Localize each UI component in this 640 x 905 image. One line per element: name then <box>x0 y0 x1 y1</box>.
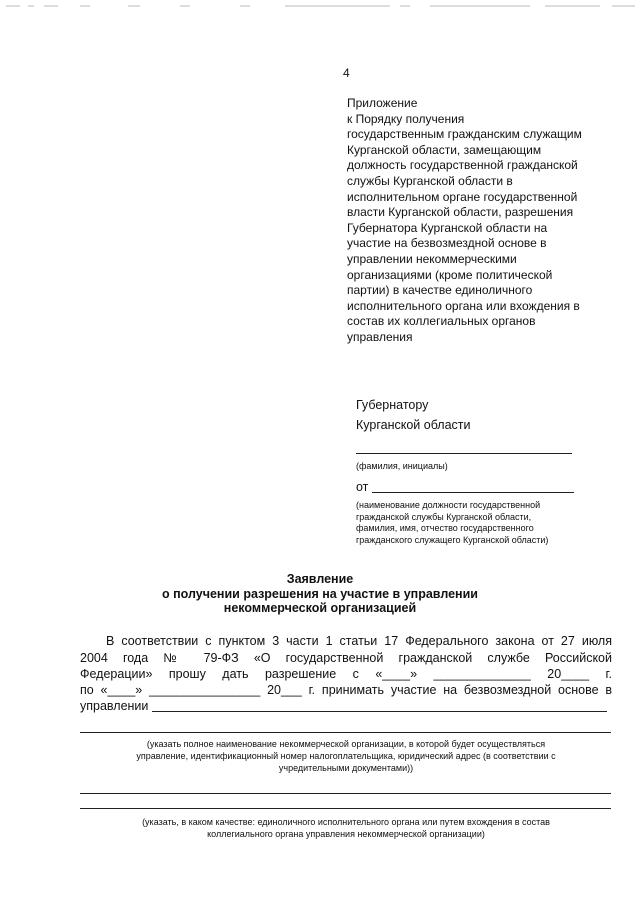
appendix-line: Губернатора Курганской области на <box>347 220 548 235</box>
body-line-5: управлении <box>80 699 149 713</box>
org-name-line <box>152 711 607 712</box>
scan-artifact-top <box>0 4 640 10</box>
appendix-line: участие на безвозмездной основе в <box>347 236 547 251</box>
org-name-hint-line: учредительными документами)) <box>278 763 414 773</box>
appendix-line: управления <box>347 329 413 344</box>
role-hint-line: коллегиального органа управления некоммерческой организации) <box>207 829 485 839</box>
addressee-region: Курганской области <box>356 418 471 432</box>
appendix-block <box>347 96 617 346</box>
from-hint-line: (наименование должности государственной <box>356 500 541 510</box>
body-line-1: В соответствии с пунктом 3 части 1 статьи 17 Федерального закона от 27 июля <box>106 634 612 648</box>
appendix-line: партии) в качестве единоличного <box>347 283 533 298</box>
org-name-line-2 <box>80 732 611 733</box>
body-line-2: 2004 года № 79-ФЗ «О государственной гражданской службе Российской <box>80 651 612 665</box>
role-hint <box>80 816 612 840</box>
statement-subtitle-2: некоммерческой организацией <box>223 601 417 615</box>
appendix-line: управлении некоммерческими <box>347 251 517 266</box>
role-line-2 <box>80 808 611 809</box>
from-hint <box>356 500 616 546</box>
org-name-hint-line: (указать полное наименование некоммерческой организации, в которой будет осуществляться <box>146 739 546 749</box>
statement-title: Заявление <box>286 572 354 586</box>
appendix-line: исполнительного органа или вхождения в <box>347 298 580 313</box>
appendix-line: государственным гражданским служащим <box>347 127 582 142</box>
addressee-name-line <box>356 453 572 454</box>
page-number: 4 <box>343 66 350 80</box>
appendix-line: службы Курганской области в <box>347 173 513 188</box>
role-hint-line: (указать, в каком качестве: единоличного исполнительного органа или путем вхождения в состав <box>142 817 550 827</box>
appendix-line: Курганской области, замещающим <box>347 142 542 157</box>
appendix-line: состав их коллегиальных органов <box>347 314 536 329</box>
statement-subtitle: о получении разрешения на участие в управлении <box>162 587 478 601</box>
from-line <box>372 492 574 493</box>
role-line-1 <box>80 793 611 794</box>
org-name-hint-line: управление, идентификационный номер налогоплательщика, юридический адрес (в соответствии с <box>136 751 556 761</box>
from-hint-line: гражданской службы Курганской области, <box>356 511 532 522</box>
from-label: от <box>356 480 369 494</box>
addressee-name-hint: (фамилия, инициалы) <box>356 461 448 471</box>
from-hint-line: гражданского служащего Курганской области) <box>356 534 549 545</box>
from-hint-line: фамилия, имя, отчество государственного <box>356 523 534 534</box>
addressee-title: Губернатору <box>356 398 429 412</box>
body-line-4: по «____» ________________ 20___ г. принимать участие на безвозмездной основе в <box>80 683 612 697</box>
appendix-line: организациями (кроме политической <box>347 267 553 282</box>
appendix-line: власти Курганской области, разрешения <box>347 205 574 220</box>
appendix-line: Приложение <box>347 96 418 110</box>
body-line-3: Федерации» прошу дать разрешение с «____» ______________ 20____ г. <box>80 667 612 681</box>
appendix-line: исполнительном органе государственной <box>347 189 578 204</box>
org-name-hint <box>80 738 612 774</box>
appendix-line: к Порядку получения <box>347 111 465 126</box>
appendix-line: должность государственной гражданской <box>347 158 578 173</box>
